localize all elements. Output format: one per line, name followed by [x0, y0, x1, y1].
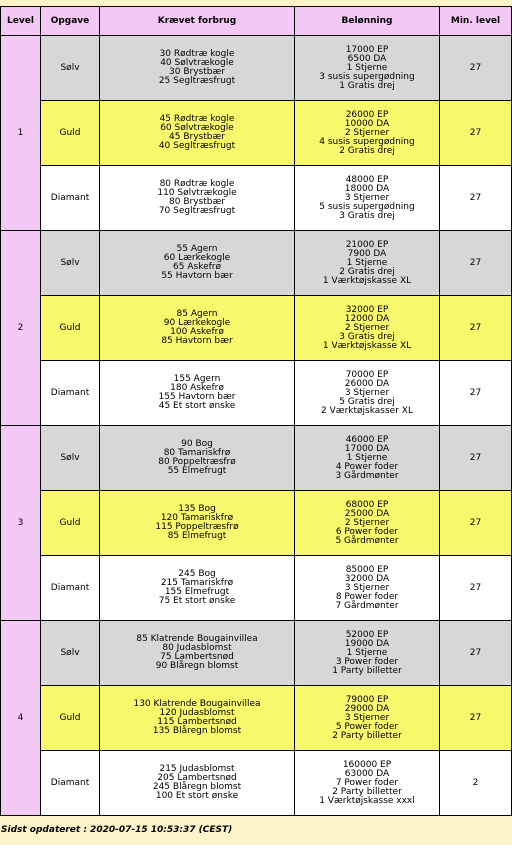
opgave-cell: Guld [41, 296, 100, 361]
forbrug-line: 155 Agern [173, 374, 221, 384]
belonning-line: 4 Power foder [335, 461, 399, 472]
belonning-cell [295, 686, 440, 751]
belonning-line: 3 Gratis drej [339, 210, 395, 221]
forbrug-line: 45 Et stort ønske [158, 401, 236, 411]
forbrug-line: 80 Judasblomst [162, 643, 232, 653]
header-row [1, 7, 512, 36]
table-row [1, 491, 512, 556]
belonning-cell [295, 36, 440, 101]
forbrug-line: 110 Sølvtrækogle [157, 188, 237, 198]
quest-table [0, 6, 512, 816]
forbrug-line: 30 Brystbær [169, 67, 225, 77]
min-level-cell: 2 [440, 751, 512, 816]
level-cell: 2 [1, 231, 41, 426]
forbrug-line: 100 Et stort ønske [155, 791, 239, 801]
belonning-line: 12000 DA [344, 313, 390, 324]
belonning-line: 1 Stjerne [346, 62, 388, 73]
belonning-line: 6500 DA [347, 53, 387, 64]
forbrug-line: 90 Lærkekogle [163, 318, 231, 328]
table-row [1, 426, 512, 491]
forbrug-line: 30 Rødtræ kogle [159, 49, 235, 59]
forbrug-line: 115 Poppeltræsfrø [155, 522, 239, 532]
belonning-cell [295, 491, 440, 556]
forbrug-line: 100 Askefrø [170, 327, 224, 337]
table-row [1, 101, 512, 166]
forbrug-line: 205 Lambertsnød [157, 773, 237, 783]
forbrug-line: 40 Segltræsfrugt [158, 141, 236, 151]
forbrug-line: 80 Poppeltræsfrø [158, 457, 236, 467]
belonning-line: 3 Stjerner [344, 387, 390, 398]
forbrug-cell [100, 36, 295, 101]
belonning-line: 52000 EP [345, 629, 389, 640]
belonning-cell [295, 426, 440, 491]
belonning-line: 26000 DA [344, 378, 390, 389]
forbrug-line: 90 Bog [181, 439, 213, 449]
belonning-line: 2 Party billetter [332, 786, 402, 797]
belonning-cell [295, 556, 440, 621]
forbrug-cell [100, 426, 295, 491]
table-row [1, 621, 512, 686]
forbrug-line: 120 Judasblomst [159, 708, 235, 718]
belonning-cell [295, 101, 440, 166]
forbrug-line: 80 Rødtræ kogle [159, 179, 235, 189]
table-row [1, 231, 512, 296]
belonning-line: 1 Stjerne [346, 452, 388, 463]
opgave-cell: Sølv [41, 36, 100, 101]
belonning-line: 10000 DA [344, 118, 390, 129]
belonning-line: 1 Stjerne [346, 647, 388, 658]
belonning-line: 7 Gårdmønter [335, 600, 399, 611]
belonning-line: 32000 DA [344, 573, 390, 584]
forbrug-cell [100, 686, 295, 751]
opgave-cell: Diamant [41, 556, 100, 621]
belonning-line: 2 Stjerner [344, 517, 390, 528]
forbrug-line: 85 Agern [176, 309, 218, 319]
belonning-cell [295, 231, 440, 296]
forbrug-line: 135 Blåregn blomst [152, 726, 242, 736]
forbrug-line: 25 Segltræsfrugt [158, 76, 236, 86]
forbrug-line: 40 Sølvtrækogle [160, 58, 234, 68]
belonning-line: 1 Stjerne [346, 257, 388, 268]
belonning-line: 3 Stjerner [344, 192, 390, 203]
belonning-line: 3 Stjerner [344, 712, 390, 723]
level-cell: 3 [1, 426, 41, 621]
opgave-cell: Sølv [41, 621, 100, 686]
forbrug-line: 80 Tamariskfrø [163, 448, 231, 458]
belonning-cell [295, 296, 440, 361]
belonning-line: 3 Stjerner [344, 582, 390, 593]
forbrug-line: 115 Lambertsnød [157, 717, 237, 727]
belonning-line: 32000 EP [345, 304, 389, 315]
forbrug-cell [100, 296, 295, 361]
min-level-cell: 27 [440, 101, 512, 166]
belonning-line: 6 Power foder [335, 526, 399, 537]
forbrug-line: 55 Agern [176, 244, 218, 254]
forbrug-line: 80 Brystbær [169, 197, 225, 207]
belonning-cell [295, 751, 440, 816]
belonning-line: 160000 EP [342, 759, 392, 770]
forbrug-line: 90 Blåregn blomst [155, 661, 239, 671]
belonning-line: 1 Party billetter [332, 665, 402, 676]
min-level-cell: 27 [440, 556, 512, 621]
forbrug-line: 60 Lærkekogle [163, 253, 231, 263]
belonning-line: 79000 EP [345, 694, 389, 705]
forbrug-cell [100, 556, 295, 621]
opgave-cell: Guld [41, 491, 100, 556]
forbrug-line: 45 Brystbær [169, 132, 225, 142]
belonning-line: 70000 EP [345, 369, 389, 380]
belonning-line: 46000 EP [345, 434, 389, 445]
header-min-level: Min. level [440, 7, 512, 36]
min-level-cell: 27 [440, 166, 512, 231]
belonning-line: 18000 DA [344, 183, 390, 194]
belonning-line: 26000 EP [345, 109, 389, 120]
forbrug-cell [100, 751, 295, 816]
belonning-line: 48000 EP [345, 174, 389, 185]
belonning-line: 1 Gratis drej [339, 80, 395, 91]
min-level-cell: 27 [440, 491, 512, 556]
forbrug-line: 85 Klatrende Bougainvillea [136, 634, 258, 644]
forbrug-line: 120 Tamariskfrø [160, 513, 234, 523]
belonning-line: 21000 EP [345, 239, 389, 250]
forbrug-line: 245 Blåregn blomst [152, 782, 242, 792]
opgave-cell: Sølv [41, 231, 100, 296]
belonning-line: 3 susis supergødning [319, 71, 415, 82]
forbrug-line: 180 Askefrø [170, 383, 224, 393]
belonning-line: 17000 DA [344, 443, 390, 454]
min-level-cell: 27 [440, 36, 512, 101]
forbrug-line: 155 Elmefrugt [164, 587, 230, 597]
forbrug-cell [100, 101, 295, 166]
belonning-line: 29000 DA [344, 703, 390, 714]
belonning-line: 3 Gårdmønter [335, 470, 399, 481]
last-updated: Sidst opdateret : 2020-07-15 10:53:37 (CEST) [1, 825, 233, 835]
belonning-line: 4 susis supergødning [319, 136, 415, 147]
belonning-line: 8 Power foder [335, 591, 399, 602]
table-body [1, 36, 512, 816]
belonning-line: 5 Gårdmønter [335, 535, 399, 546]
level-cell: 1 [1, 36, 41, 231]
forbrug-line: 245 Bog [178, 569, 216, 579]
opgave-cell: Guld [41, 101, 100, 166]
min-level-cell: 27 [440, 231, 512, 296]
belonning-line: 2 Stjerner [344, 127, 390, 138]
belonning-line: 25000 DA [344, 508, 390, 519]
belonning-line: 63000 DA [344, 768, 390, 779]
min-level-cell: 27 [440, 621, 512, 686]
belonning-line: 3 Gratis drej [339, 331, 395, 342]
header-forbrug: Krævet forbrug [100, 7, 295, 36]
table-row [1, 166, 512, 231]
belonning-line: 7 Power foder [335, 777, 399, 788]
forbrug-line: 65 Askefrø [173, 262, 221, 272]
belonning-line: 5 Power foder [335, 721, 399, 732]
forbrug-cell [100, 361, 295, 426]
forbrug-line: 130 Klatrende Bougainvillea [133, 699, 261, 709]
opgave-cell: Sølv [41, 426, 100, 491]
belonning-cell [295, 166, 440, 231]
forbrug-line: 55 Havtorn bær [161, 271, 233, 281]
table-row [1, 556, 512, 621]
table-row [1, 36, 512, 101]
forbrug-line: 75 Lambertsnød [160, 652, 234, 662]
forbrug-line: 75 Et stort ønske [158, 596, 236, 606]
forbrug-line: 85 Havtorn bær [161, 336, 233, 346]
forbrug-cell [100, 166, 295, 231]
belonning-cell [295, 361, 440, 426]
level-cell: 4 [1, 621, 41, 816]
min-level-cell: 27 [440, 361, 512, 426]
belonning-line: 19000 DA [344, 638, 390, 649]
table-row [1, 686, 512, 751]
table-row [1, 296, 512, 361]
belonning-line: 85000 EP [345, 564, 389, 575]
belonning-cell [295, 621, 440, 686]
belonning-line: 2 Gratis drej [339, 266, 395, 277]
belonning-line: 2 Party billetter [332, 730, 402, 741]
min-level-cell: 27 [440, 686, 512, 751]
belonning-line: 1 Værktøjskasse xxxl [319, 795, 415, 806]
belonning-line: 68000 EP [345, 499, 389, 510]
belonning-line: 5 Gratis drej [339, 396, 395, 407]
header-belonning: Belønning [295, 7, 440, 36]
header-level: Level [1, 7, 41, 36]
table-row [1, 361, 512, 426]
min-level-cell: 27 [440, 296, 512, 361]
belonning-line: 1 Værktøjskasse XL [322, 275, 412, 286]
forbrug-line: 155 Havtorn bær [158, 392, 236, 402]
forbrug-cell [100, 491, 295, 556]
header-opgave: Opgave [41, 7, 100, 36]
forbrug-line: 85 Elmefrugt [167, 531, 227, 541]
forbrug-line: 135 Bog [178, 504, 216, 514]
opgave-cell: Diamant [41, 751, 100, 816]
opgave-cell: Diamant [41, 166, 100, 231]
table-row [1, 751, 512, 816]
forbrug-line: 215 Judasblomst [159, 764, 235, 774]
forbrug-line: 55 Elmefrugt [167, 466, 227, 476]
forbrug-line: 45 Rødtræ kogle [159, 114, 235, 124]
opgave-cell: Diamant [41, 361, 100, 426]
forbrug-line: 60 Sølvtrækogle [160, 123, 234, 133]
forbrug-cell [100, 621, 295, 686]
belonning-line: 17000 EP [345, 44, 389, 55]
belonning-line: 1 Værktøjskasse XL [322, 340, 412, 351]
belonning-line: 2 Gratis drej [339, 145, 395, 156]
belonning-line: 7900 DA [347, 248, 387, 259]
belonning-line: 3 Power foder [335, 656, 399, 667]
belonning-line: 2 Værktøjskasser XL [321, 405, 413, 416]
forbrug-line: 215 Tamariskfrø [160, 578, 234, 588]
forbrug-cell [100, 231, 295, 296]
belonning-line: 5 susis supergødning [319, 201, 415, 212]
belonning-line: 2 Stjerner [344, 322, 390, 333]
forbrug-line: 70 Segltræsfrugt [158, 206, 236, 216]
min-level-cell: 27 [440, 426, 512, 491]
opgave-cell: Guld [41, 686, 100, 751]
